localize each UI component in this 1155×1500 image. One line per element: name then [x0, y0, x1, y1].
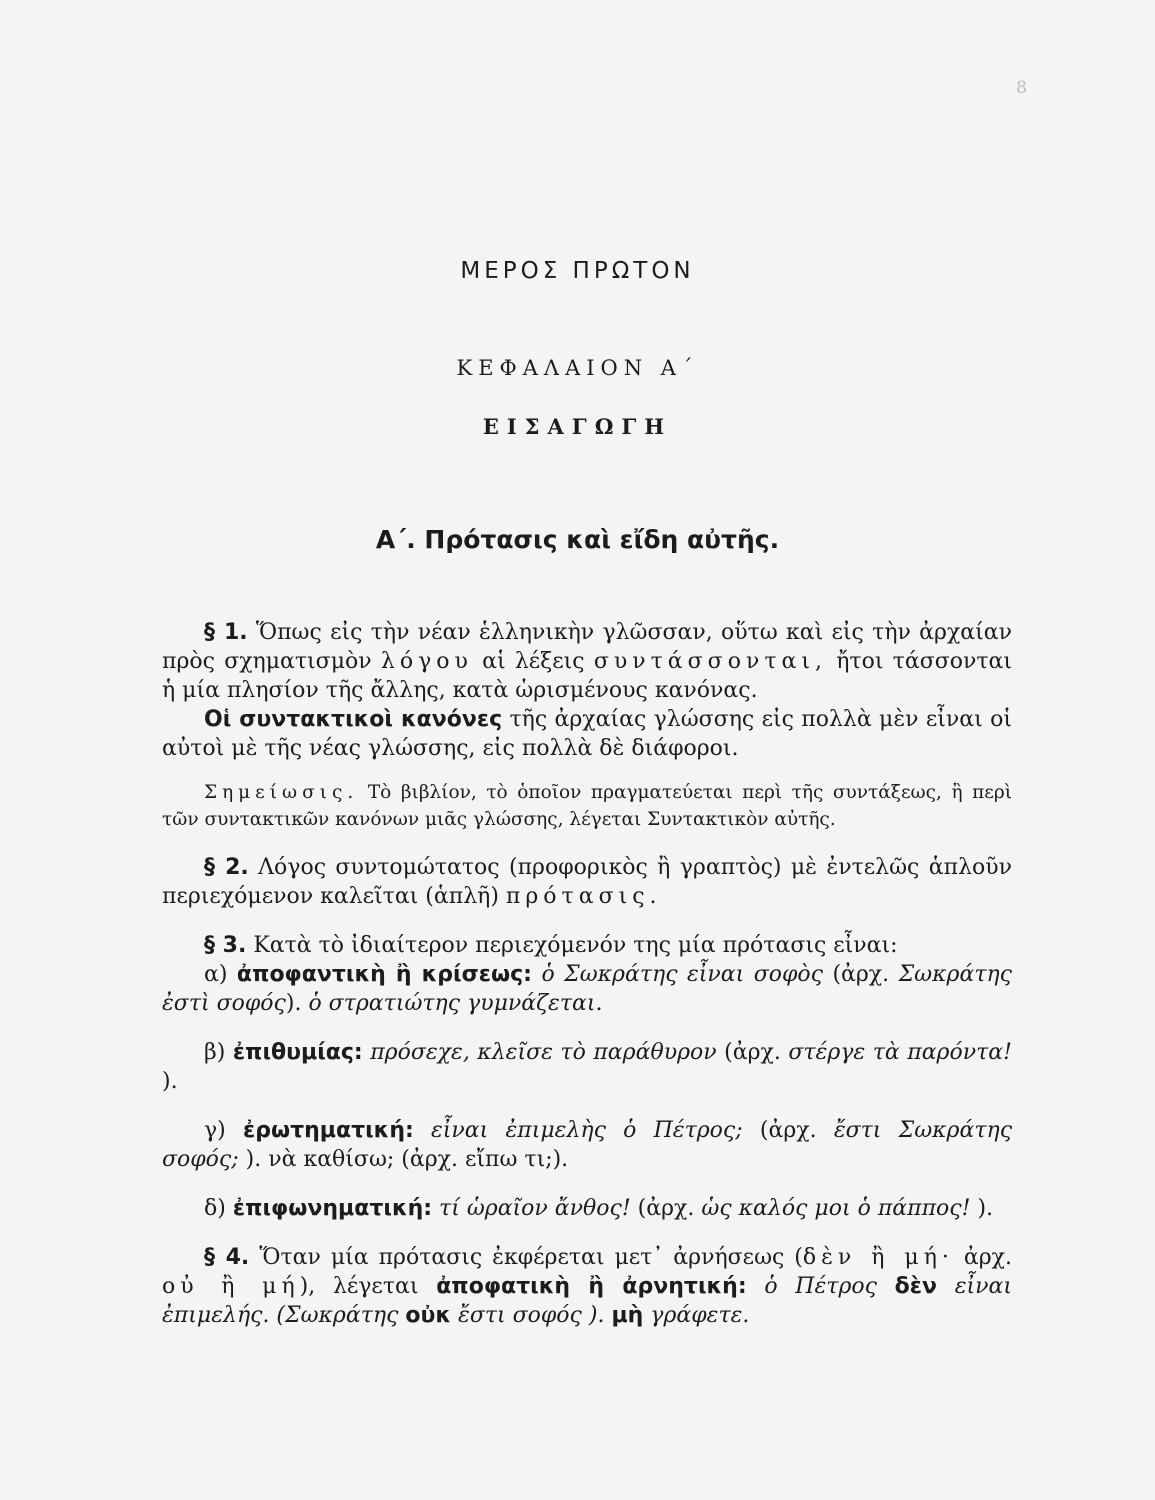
italic-text: ὁ Πέτρος	[764, 1274, 877, 1299]
text: Ὅταν μία πρότασις ἐκφέρεται μετ᾽ ἀρνήσεως (	[259, 1245, 803, 1270]
bold-text: ἐπιθυμίας:	[232, 1040, 363, 1065]
text: ).	[162, 1069, 178, 1094]
text: (ἀρχ.	[724, 1040, 781, 1065]
italic-text: ὁ Σωκράτης εἶναι σοφὸς	[541, 962, 823, 987]
spaced-text: συντάσσονται,	[593, 649, 827, 674]
text: β)	[204, 1040, 226, 1065]
italic-text: ἔστι Σωκράτης σοφός;	[162, 1118, 1013, 1172]
paragraph-3	[162, 853, 1012, 911]
text: δ)	[204, 1196, 226, 1221]
paragraph-2	[162, 705, 1012, 763]
bold-text: ἐρωτηματική:	[242, 1118, 414, 1143]
bold-text: δὲν	[894, 1274, 938, 1299]
bold-text: Οἱ συντακτικοὶ κανόνες	[204, 707, 503, 732]
text: Κατὰ τὸ ἰδιαίτερον περιεχόμενόν της μία πρότασις εἶναι:	[253, 933, 898, 958]
italic-text: γράφετε.	[650, 1303, 750, 1328]
paragraph-6	[162, 1038, 1012, 1096]
text: (ἀρχ.	[759, 1118, 817, 1143]
bold-text: μὴ	[611, 1303, 644, 1328]
text: ). νὰ καθίσω; (ἀρχ. εἴπω τι;).	[245, 1147, 569, 1172]
paragraph-7	[162, 1116, 1012, 1174]
note-label: Σημείωσις.	[204, 782, 359, 803]
italic-text: πρόσεχε, κλεῖσε τὸ παράθυρον	[370, 1040, 717, 1065]
italic-text: εἶναι ἐπιμελὴς ὁ Πέτρος;	[431, 1118, 743, 1143]
note	[162, 779, 1012, 833]
spaced-text: δὲν ἢ μή·	[802, 1245, 954, 1270]
text: (ἀρχ.	[832, 962, 890, 987]
text: τῆς ἀρχαίας γλώσσης εἰς πολλὰ μὲν εἶναι οἱ αὐτοὶ μὲ τῆς νέας γλώσσης, εἰς πολλὰ δὲ διάφοροι.	[162, 707, 1012, 761]
text: (ἀρχ.	[637, 1196, 695, 1221]
paragraph-5	[162, 960, 1012, 1018]
italic-text: ἔστι σοφός ).	[458, 1303, 605, 1328]
italic-text: εἶναι ἐπιμελής. (Σωκράτης	[162, 1274, 1013, 1328]
text: Ὅπως εἰς τὴν νέαν ἑλληνικὴν γλῶσσαν, οὕτω καὶ εἰς τὴν ἀρχαίαν πρὸς σχηματισμὸν	[162, 620, 1012, 674]
bold-text: ἐπιφωνηματική:	[232, 1196, 433, 1221]
text: γ)	[204, 1118, 226, 1143]
bold-text: ἀποφατικὴ ἢ ἀρνητική:	[436, 1274, 747, 1299]
introduction-heading: ΕΙΣΑΓΩΓΗ	[482, 414, 673, 439]
spaced-text: οὐ ἢ μή	[162, 1274, 300, 1299]
text: ), λέγεται	[299, 1274, 419, 1299]
text: αἱ λέξεις	[482, 649, 585, 674]
bold-text: ἀποφαντικὴ ἢ κρίσεως:	[236, 962, 532, 987]
paragraph-8	[162, 1194, 1012, 1223]
italic-text: ὁ στρατιώτης γυμνάζεται.	[308, 991, 603, 1016]
italic-text: Σωκράτης ἐστὶ σοφός	[162, 962, 1012, 1016]
text: ).	[977, 1196, 994, 1221]
italic-text: ὡς καλός μοι ὁ πάππος!	[701, 1196, 971, 1221]
section-label: § 2.	[204, 855, 249, 880]
chapter-heading: ΚΕΦΑΛΑΙΟΝ Α΄	[456, 356, 699, 380]
section-title: Α΄. Πρότασις καὶ εἴδη αὐτῆς.	[375, 525, 780, 554]
text: ἀρχ.	[963, 1245, 1012, 1270]
part-heading: ΜΕΡΟΣ ΠΡΩΤΟΝ	[460, 258, 695, 284]
text: Λόγος συντομώτατος (προφορικὸς ἢ γραπτὸς) μὲ ἐντελῶς ἁπλοῦν περιεχόμενον καλεῖται (ἁπλῆ)	[162, 855, 1013, 909]
bold-text: οὐκ	[405, 1303, 452, 1328]
paragraph-1	[162, 618, 1012, 705]
paragraph-9	[162, 1243, 1012, 1330]
section-label: § 3.	[204, 933, 247, 958]
spaced-text: πρότασις.	[505, 884, 662, 909]
italic-text: στέργε τὰ παρόντα!	[788, 1040, 1012, 1065]
page-number: 8	[1016, 78, 1027, 98]
text: α)	[204, 962, 228, 987]
section-label: § 1.	[204, 620, 248, 645]
body-text	[162, 618, 1012, 1330]
section-label: § 4.	[204, 1245, 250, 1270]
paragraph-4	[162, 931, 1012, 960]
italic-text: τί ὡραῖον ἄνθος!	[439, 1196, 631, 1221]
text: ).	[285, 991, 302, 1016]
text: ἤτοι τάσσονται ἡ μία πλησίον τῆς ἄλλης, κατὰ ὡρισμένους κανόνας.	[162, 649, 1013, 703]
note-text: Τὸ βιβλίον, τὸ ὁποῖον πραγματεύεται περὶ τῆς συντάξεως, ἢ περὶ τῶν συντακτικῶν κανόνων μιᾶς γλώσσης, λέγεται Συντακτικὸν αὐτῆς.	[162, 782, 1012, 830]
spaced-text: λόγου	[380, 649, 473, 674]
chapter-headings	[0, 258, 1155, 554]
